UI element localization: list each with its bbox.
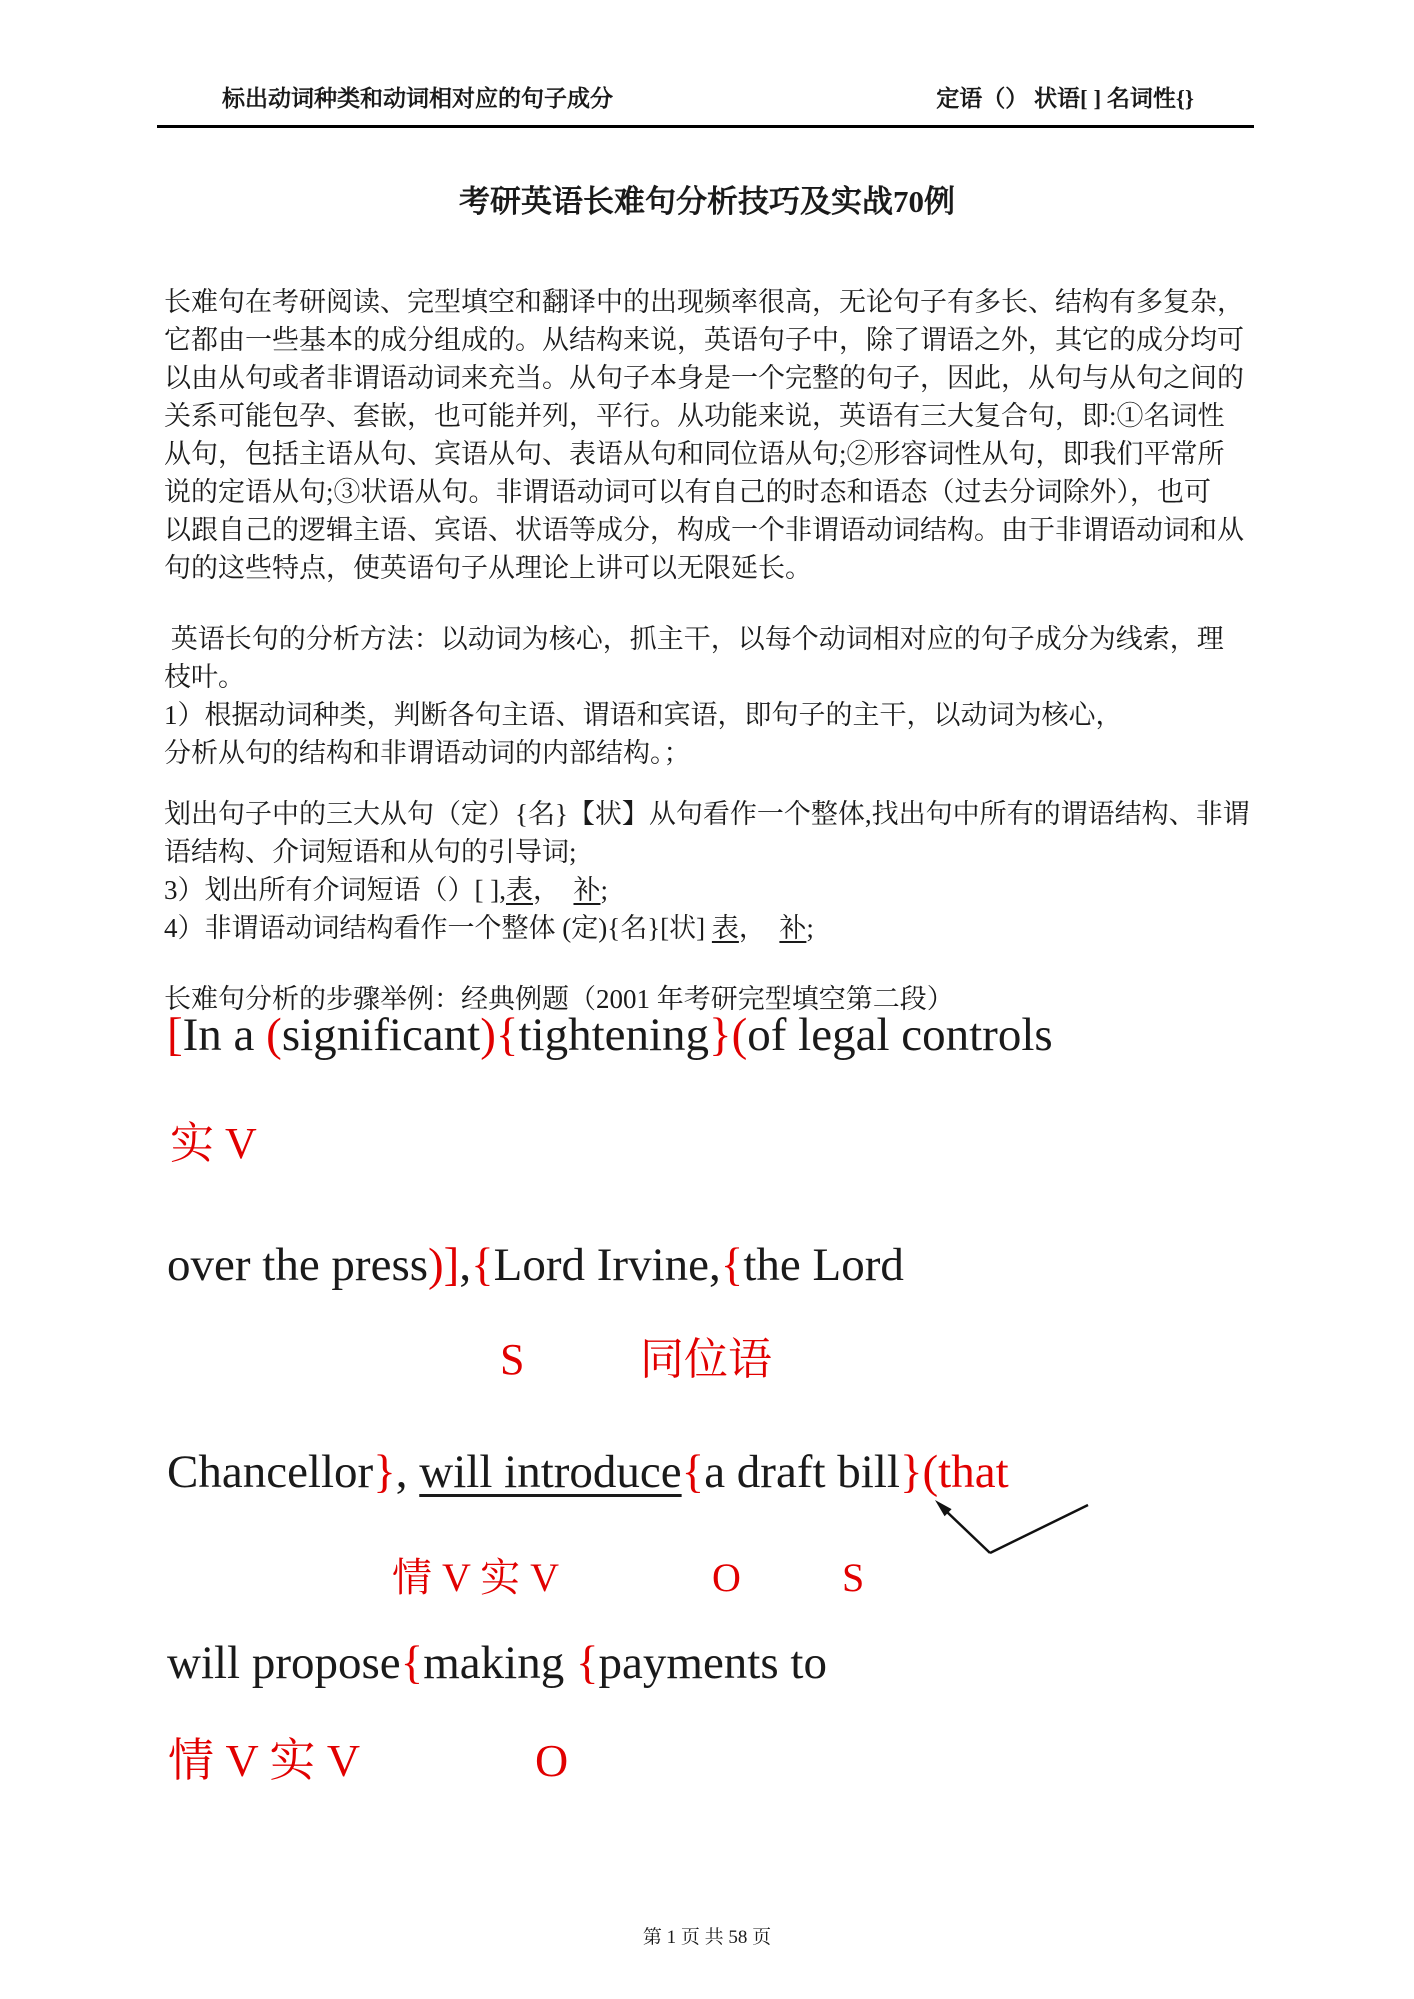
- example-sentence-line-1: [167, 1008, 1053, 1062]
- intro-line: 它都由一些基本的成分组成的。从结构来说，英语句子中，除了谓语之外，其它的成分均可: [164, 325, 1244, 355]
- page-number: 第 1 页 共 58 页: [642, 1927, 772, 1948]
- sentence-text: Chancellor: [167, 1446, 374, 1498]
- step-4-text: 4）非谓语动词结构看作一个整体 (定){名}[状]: [164, 913, 712, 943]
- step-4-end: ;: [806, 913, 814, 943]
- annotation-object: O: [712, 1555, 741, 1600]
- bracket: [: [167, 1009, 183, 1061]
- sentence-text: the Lord: [743, 1239, 904, 1291]
- step-3-bu: 补: [573, 875, 601, 905]
- intro-line: 关系可能包孕、套嵌，也可能并列，平行。从功能来说，英语有三大复合句，即:①名词性: [164, 401, 1225, 431]
- step-3-end: ;: [600, 875, 608, 905]
- brace: {: [400, 1637, 424, 1689]
- example-sentence-line-3: [167, 1445, 1009, 1499]
- annotation-subject: S: [500, 1335, 525, 1384]
- step-4-sep: ，: [738, 913, 780, 943]
- example-sentence-line-4: [167, 1636, 827, 1690]
- step-4-biao: 表: [711, 913, 739, 943]
- step-3-sep: ，: [532, 875, 574, 905]
- brace: }: [899, 1446, 923, 1498]
- paren: (: [731, 1009, 748, 1061]
- brace: }: [709, 1009, 732, 1061]
- intro-line: 从句，包括主语从句、宾语从句、表语从句和同位语从句;②形容词性从句，即我们平常所: [164, 439, 1225, 469]
- annotation-qing-v-shi-v: 情 V 实 V: [392, 1555, 560, 1600]
- annotation-shi-v: 实 V: [170, 1119, 257, 1168]
- page-title: 考研英语长难句分析技巧及实战70例: [459, 184, 955, 219]
- brace: {: [575, 1637, 599, 1689]
- intro-paragraph: [164, 283, 1259, 587]
- annotation-subject-2: S: [842, 1555, 865, 1600]
- step-4: [164, 909, 1259, 947]
- example-heading: 长难句分析的步骤举例：经典例题（2001 年考研完型填空第二段）: [164, 984, 954, 1014]
- header-legend: 定语（） 状语[ ] 名词性{}: [936, 86, 1194, 111]
- intro-line: 以由从句或者非谓语动词来充当。从句子本身是一个完整的句子，因此，从句与从句之间的: [164, 363, 1244, 393]
- method-line: 枝叶。: [164, 662, 245, 692]
- step-3-biao: 表: [505, 875, 533, 905]
- sentence-text: a draft bill: [704, 1446, 900, 1498]
- annotation-object-2: O: [535, 1735, 569, 1786]
- sentence-text: will propose: [167, 1637, 401, 1689]
- sentence-text: making: [423, 1637, 576, 1689]
- sentence-text: tightening: [518, 1009, 710, 1061]
- intro-line: 长难句在考研阅读、完型填空和翻译中的出现频率很高，无论句子有多长、结构有多复杂，: [164, 287, 1244, 317]
- predicate-underlined: will introduce: [419, 1446, 682, 1498]
- step-clauses-line: 划出句子中的三大从句（定）{名}【状】从句看作一个整体,找出句中所有的谓语结构、非谓: [164, 799, 1250, 829]
- sentence-text: significant: [281, 1009, 481, 1061]
- brace: {: [471, 1239, 494, 1291]
- brace: {: [495, 1009, 519, 1061]
- sentence-text: Lord Irvine,: [493, 1239, 721, 1291]
- step-4-bu: 补: [779, 913, 807, 943]
- that-clause-start: (that: [922, 1446, 1009, 1498]
- sentence-text: ,: [459, 1239, 472, 1291]
- step-3: [164, 871, 1259, 909]
- step-clauses-line: 语结构、介词短语和从句的引导词;: [164, 837, 577, 867]
- paren: ): [480, 1009, 496, 1061]
- header-instruction: 标出动词种类和动词相对应的句子成分: [222, 86, 613, 111]
- paren-bracket: )]: [428, 1239, 460, 1291]
- pointer-arrow-icon: [920, 1490, 1100, 1565]
- intro-line: 说的定语从句;③状语从句。非谓语动词可以有自己的时态和语态（过去分词除外），也可: [164, 477, 1211, 507]
- sentence-text: over the press: [167, 1239, 429, 1291]
- brace: {: [681, 1446, 705, 1498]
- sentence-text: payments to: [598, 1637, 827, 1689]
- method-line: 1）根据动词种类，判断各句主语、谓语和宾语，即句子的主干，以动词为核心，: [164, 700, 1123, 730]
- sentence-text: In a: [182, 1009, 267, 1061]
- brace: }: [373, 1446, 396, 1498]
- sentence-text: of legal controls: [747, 1009, 1053, 1061]
- annotation-appositive: 同位语: [640, 1335, 772, 1384]
- sentence-text: ,: [395, 1446, 420, 1498]
- example-sentence-line-2: [167, 1238, 904, 1292]
- steps-paragraph: [164, 795, 1259, 947]
- intro-line: 句的这些特点，使英语句子从理论上讲可以无限延长。: [164, 553, 812, 583]
- step-3-text: 3）划出所有介词短语（）[ ],: [164, 875, 506, 905]
- intro-line: 以跟自己的逻辑主语、宾语、状语等成分，构成一个非谓语动词结构。由于非谓语动词和从: [164, 515, 1244, 545]
- brace: {: [720, 1239, 744, 1291]
- page-header: [157, 80, 1254, 128]
- paren: (: [266, 1009, 282, 1061]
- method-paragraph: [164, 620, 1259, 772]
- method-line: 英语长句的分析方法：以动词为核心，抓主干，以每个动词相对应的句子成分为线索，理: [164, 624, 1224, 654]
- annotation-qing-v-shi-v-2: 情 V 实 V: [168, 1735, 361, 1786]
- method-line: 分析从句的结构和非谓语动词的内部结构。；: [164, 738, 691, 768]
